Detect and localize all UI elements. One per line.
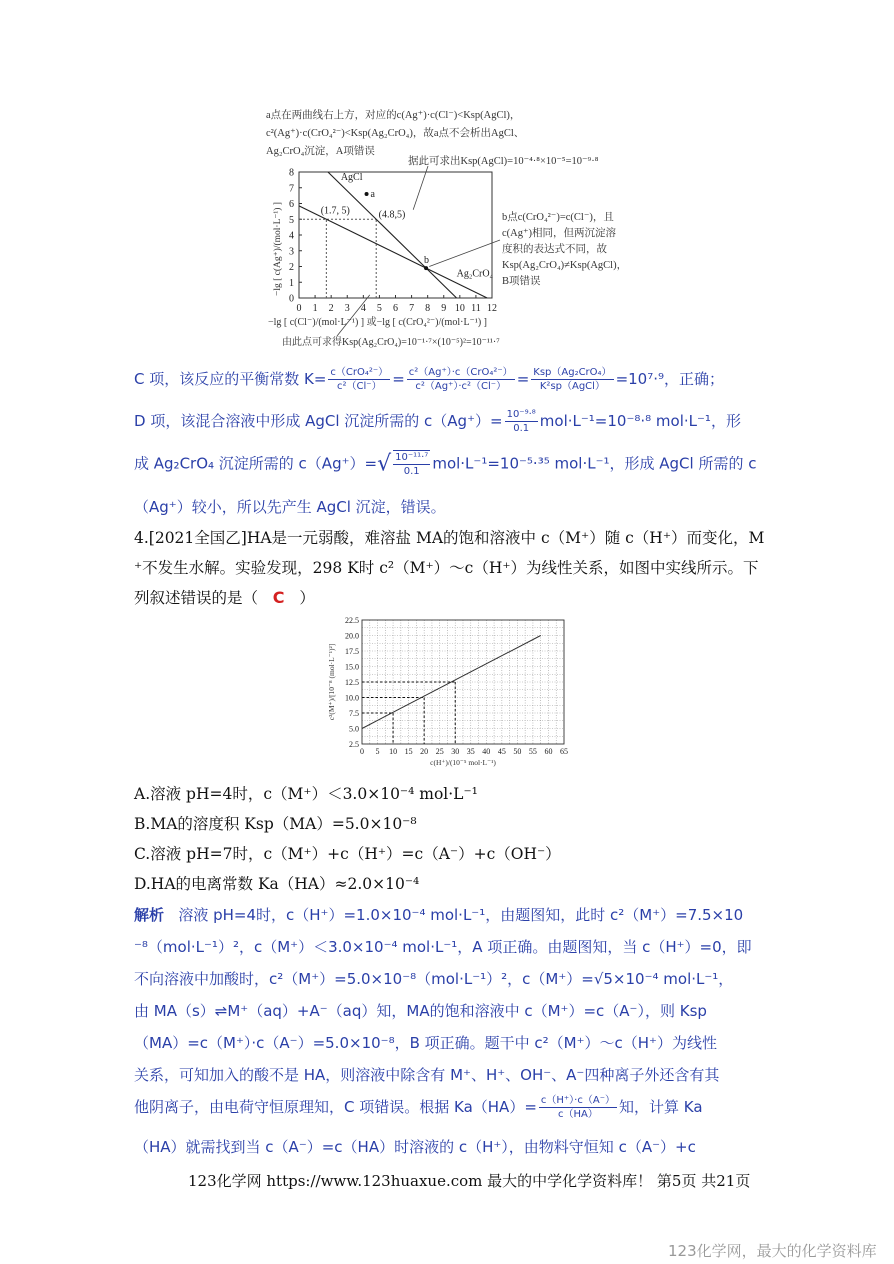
option-d: D.HA的电离常数 Ka（HA）≈2.0×10⁻⁴ (134, 875, 420, 893)
x-tick-label: 65 (560, 747, 568, 756)
q4-line1: 4.[2021全国乙]HA是一元弱酸，难溶盐 MA的饱和溶液中 c（M⁺）随 c（H⁺）而变化，M (134, 529, 765, 547)
point-2-label: (4.8,5) (378, 209, 406, 221)
chart1-ylabel: −lg [ c(Ag⁺)/(mol·L⁻¹) ] (273, 202, 283, 296)
chart2-plot (327, 616, 568, 767)
explanation-heading: 解析 (134, 906, 165, 924)
note-a-line1: a点在两曲线右上方，对应的c(Ag⁺)·c(Cl⁻)<Ksp(AgCl)， (266, 110, 521, 121)
x-tick-label: 40 (482, 747, 491, 756)
x-tick-label: 55 (528, 747, 537, 756)
note-b-line5: B项错误 (502, 276, 541, 287)
y-tick-label: 4 (289, 230, 294, 242)
option-a: A.溶液 pH=4时，c（M⁺）＜3.0×10⁻⁴ mol·L⁻¹ (134, 785, 478, 803)
y-tick-label: 2.5 (349, 740, 359, 749)
x-tick-label: 3 (344, 303, 350, 314)
fraction-1: $\frac{\text{c（CrO₄²⁻）}}{\text{c²（Cl⁻）}}$ (330, 367, 389, 392)
c-tail: =10⁷·⁹，正确； (615, 370, 725, 388)
y-tick-label: 7 (289, 183, 294, 195)
point-1-label: (1.7, 5) (320, 205, 350, 217)
explanation-line5: （MA）=c（M⁺）·c（A⁻）=5.0×10⁻⁸，B 项正确。题干中 c²（M⁺）～c（H⁺）为线性 (134, 1034, 717, 1052)
y-tick-label: 8 (289, 167, 294, 179)
page-footer: 123化学网 https://www.123huaxue.com 最大的中学化学资料库！ 第5页 共21页 (188, 1172, 751, 1190)
x-tick-label: 0 (360, 747, 364, 756)
point-a-label: a (370, 189, 376, 201)
x-tick-label: 8 (425, 303, 431, 314)
chart1-plot (289, 144, 500, 336)
y-tick-label: 2 (289, 262, 294, 273)
x-tick-label: 1 (312, 303, 318, 314)
cm-ch-chart (322, 612, 572, 774)
fraction-d2: $\frac{\text{10⁻¹¹·⁷}}{0.1}$ (395, 452, 429, 477)
explanation-line1: 解析 溶液 pH=4时，c（H⁺）=1.0×10⁻⁴ mol·L⁻¹，由题图知，此时 c²（M⁺）=7.5×10 (134, 906, 744, 924)
explain-d-line2: 成 Ag₂CrO₄ 沉淀所需的 c（Ag⁺）=√ $\frac{\text{10⁻¹¹·⁷}}{0.1}$ mol·L⁻¹=10⁻⁵·³⁵ mol·L⁻¹，形成 AgCl 所需的 c (134, 451, 757, 477)
x-tick-label: 12 (487, 303, 497, 314)
note-a-line3: Ag₂CrO₄沉淀，A项错误 (266, 146, 375, 157)
explanation-line4: 由 MA（s）⇌M⁺（aq）+A⁻（aq）知，MA的饱和溶液中 c（M⁺）=c（A⁻），则 Ksp (134, 1002, 707, 1020)
x-tick-label: 11 (471, 303, 481, 314)
q4-line3: 列叙述错误的是（ C ） (134, 588, 315, 607)
x-tick-label: 9 (441, 303, 447, 314)
series-line (362, 636, 541, 729)
y-tick-label: 5 (289, 214, 294, 226)
x-tick-label: 30 (451, 747, 460, 756)
leader-line (337, 295, 370, 336)
x-axis-label: c(H⁺)/(10⁻⁵ mol·L⁻¹) (430, 758, 496, 767)
y-tick-label: 10.0 (345, 693, 359, 703)
note-ksp: 据此可求出Ksp(AgCl)=10⁻⁴·⁸×10⁻⁵=10⁻⁹·⁸ (408, 156, 599, 167)
leader-line (429, 240, 500, 267)
q4-answer: C (272, 588, 285, 607)
note-b-line2: c(Ag⁺)相同，但两沉淀溶 (502, 228, 617, 239)
x-tick-label: 6 (393, 303, 398, 314)
note-b-group (502, 210, 627, 287)
x-tick-label: 20 (420, 747, 429, 756)
y-tick-label: 20.0 (345, 631, 359, 641)
x-tick-label: 60 (544, 747, 553, 756)
y-tick-label: 17.5 (345, 647, 359, 656)
y-tick-label: 1 (289, 277, 294, 289)
x-tick-label: 5 (375, 747, 380, 756)
note-b-line1: b点c(CrO₄²⁻)=c(Cl⁻)，且 (502, 212, 614, 223)
y-tick-label: 15.0 (345, 662, 359, 672)
watermark: 123化学网，最大的化学资料库 (668, 1242, 877, 1260)
x-tick-label: 50 (513, 747, 522, 756)
explanation-line8: （HA）就需找到当 c（A⁻）=c（HA）时溶液的 c（H⁺），由物料守恒知 c（A⁻）+c (134, 1138, 696, 1156)
y-tick-label: 6 (289, 199, 294, 210)
sqrt-icon: √ (377, 451, 392, 477)
fraction-2: $\frac{\text{c²（Ag⁺）·c（CrO₄²⁻）}}{\text{c²（Ag⁺）·c²（Cl⁻）}}$ (408, 367, 513, 392)
x-tick-label: 15 (404, 747, 413, 756)
y-tick-label: 5.0 (349, 724, 359, 734)
fraction-d1: $\frac{\text{10⁻⁹·⁸}}{0.1}$ (506, 409, 536, 434)
x-tick-label: 2 (328, 303, 334, 314)
q4-line2: ⁺不发生水解。实验发现，298 K时 c²（M⁺）～c（H⁺）为线性关系，如图中实线所示。下 (134, 559, 759, 577)
chart1-note-bottom: 由此点可求得Ksp(Ag₂CrO₄)=10⁻¹·⁷×(10⁻⁵)²=10⁻¹¹·⁷ (282, 337, 500, 348)
option-b: B.MA的溶度积 Ksp（MA）=5.0×10⁻⁸ (134, 815, 417, 833)
x-tick-label: 35 (466, 747, 475, 756)
x-tick-label: 45 (497, 747, 506, 756)
note-a-line2: c²(Ag⁺)·c(CrO₄²⁻)<Ksp(Ag₂CrO₄)，故a点不会析出AgCl、 (266, 128, 525, 139)
leader-line (413, 166, 428, 210)
y-tick-label: 12.5 (345, 678, 359, 687)
fraction-3: $\frac{\text{Ksp（Ag₂CrO₄）}}{\text{K²sp（AgCl）}}$ (533, 367, 612, 392)
x-tick-label: 10 (454, 303, 465, 314)
y-axis-label: c²(M⁺)/[10⁻⁸ (mol·L⁻¹)²] (327, 643, 336, 721)
note-b-line3: 度积的表达式不同，故 (502, 244, 607, 255)
y-tick-label: 0 (289, 293, 294, 305)
x-tick-label: 4 (360, 303, 366, 314)
x-tick-label: 0 (296, 303, 302, 314)
y-tick-label: 7.5 (349, 709, 359, 718)
explain-d-line3: （Ag⁺）较小，所以先产生 AgCl 沉淀，错误。 (134, 498, 446, 516)
series-label-ag2cro4: Ag₂CrO₄ (456, 268, 494, 280)
explanation-line2: ⁻⁸（mol·L⁻¹）²，c（M⁺）＜3.0×10⁻⁴ mol·L⁻¹，A 项正确。由题图知，当 c（H⁺）=0，即 (134, 938, 752, 956)
explain-c-line: C 项，该反应的平衡常数 K= $\frac{\text{c（CrO₄²⁻）}}{\text{c²（Cl⁻）}}$ = $\frac{\text{c²（Ag⁺）·c（CrO₄²⁻）}}{\text{c²（Ag⁺）·c²（Cl⁻）}}$ = $\frac{\text{Ksp（Ag₂CrO₄）}}{\text{K²sp（AgCl）}}$ =10⁷·⁹，正确； (134, 367, 725, 392)
note-b-line4: Ksp(Ag₂CrO₄)≠Ksp(AgCl)， (502, 260, 628, 271)
fraction-ka: $\frac{c(H^+)\cdot c(A^-)}{c(HA)}$ (540, 1095, 615, 1120)
explanation-line6: 关系，可知加入的酸不是 HA，则溶液中除含有 M⁺、H⁺、OH⁻、A⁻四种离子外还含有其 (134, 1066, 720, 1084)
explanation-line3: 不向溶液中加酸时，c²（M⁺）=5.0×10⁻⁸（mol·L⁻¹）²，c（M⁺）=√5×10⁻⁴ mol·L⁻¹， (134, 970, 734, 988)
explanation-line7: 他阴离子，由电荷守恒原理知，C 项错误。根据 Ka（HA）= $\frac{c(H^+)\cdot c(A^-)}{c(HA)}$ 知，计算 Ka (134, 1095, 703, 1120)
y-tick-label: 22.5 (345, 616, 359, 625)
chart1-xlabel: −lg [ c(Cl⁻)/(mol·L⁻¹) ] 或−lg [ c(CrO₄²⁻)/(mol·L⁻¹) ] (268, 317, 487, 328)
x-tick-label: 7 (409, 303, 415, 314)
point-a (365, 192, 369, 196)
c-lead: C 项，该反应的平衡常数 K= (134, 370, 327, 388)
point-b-label: b (424, 255, 430, 267)
x-tick-label: 10 (389, 747, 398, 756)
point-b (424, 266, 428, 270)
option-c: C.溶液 pH=7时，c（M⁺）+c（H⁺）=c（A⁻）+c（OH⁻） (134, 845, 561, 863)
y-tick-label: 3 (289, 246, 294, 258)
x-tick-label: 5 (376, 303, 382, 314)
explain-d-line1: D 项，该混合溶液中形成 AgCl 沉淀所需的 c（Ag⁺）= $\frac{\text{10⁻⁹·⁸}}{0.1}$ mol·L⁻¹=10⁻⁸·⁸ mol·L⁻¹，形 (134, 409, 741, 434)
x-tick-label: 25 (435, 747, 444, 756)
series-label-agcl: AgCl (340, 171, 363, 183)
ksp-figure (262, 100, 642, 356)
